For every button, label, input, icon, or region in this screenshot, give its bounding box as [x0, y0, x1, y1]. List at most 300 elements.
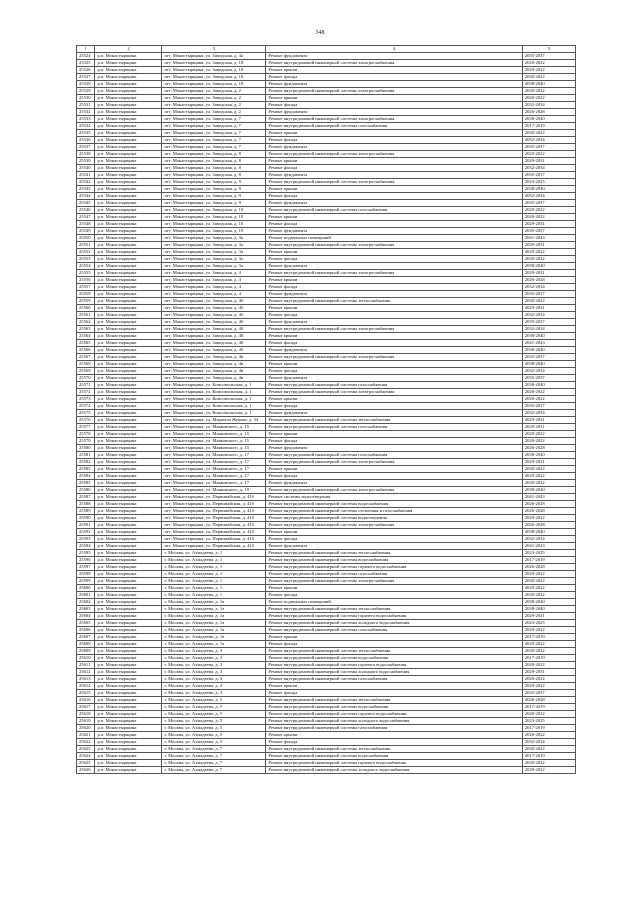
table-row	[77, 753, 576, 760]
address-cell: пгт. Монастырщина, ул. Заводская, д. 18	[162, 67, 266, 74]
row-number-cell: 25568	[77, 361, 95, 368]
address-cell: г. Москва, ул. Ахмадеева, д. 1	[162, 564, 266, 571]
locality-cell: р.п. Монастырщина	[95, 662, 162, 669]
locality-cell: р.п. Монастырщина	[95, 431, 162, 438]
locality-cell: р.п. Монастырщина	[95, 144, 162, 151]
address-cell: г. Москва, ул. Ахмадеева, д. 1а	[162, 620, 266, 627]
row-number-cell: 25542	[77, 179, 95, 186]
table-row	[77, 634, 576, 641]
period-cell: 2035-2037	[522, 53, 575, 60]
locality-cell: р.п. Монастырщина	[95, 697, 162, 704]
locality-cell: р.п. Монастырщина	[95, 599, 162, 606]
table-row	[77, 326, 576, 333]
locality-cell: р.п. Монастырщина	[95, 522, 162, 529]
locality-cell: р.п. Монастырщина	[95, 81, 162, 88]
period-cell: 2029-2031	[522, 158, 575, 165]
locality-cell: р.п. Монастырщина	[95, 340, 162, 347]
row-number-cell: 25543	[77, 186, 95, 193]
work-type-cell: Ремонт фундамента	[266, 263, 522, 270]
period-cell: 2035-2037	[522, 375, 575, 382]
locality-cell: р.п. Монастырщина	[95, 207, 162, 214]
table-row	[77, 536, 576, 543]
locality-cell: р.п. Монастырщина	[95, 361, 162, 368]
table-row	[77, 347, 576, 354]
locality-cell: р.п. Монастырщина	[95, 760, 162, 767]
work-type-cell: Ремонт фундамента	[266, 228, 522, 235]
row-number-cell: 25621	[77, 732, 95, 739]
table-row	[77, 487, 576, 494]
table-row	[77, 494, 576, 501]
table-row	[77, 354, 576, 361]
work-type-cell: Ремонт фасада	[266, 403, 522, 410]
period-cell: 2020-2022	[522, 88, 575, 95]
address-cell: пгт. Монастырщина, ул. Заводская, д. 3а	[162, 235, 266, 242]
address-cell: пгт. Монастырщина, ул. Заводская, д. 4	[162, 277, 266, 284]
address-cell: пгт. Монастырщина, ул. Комсомольская, д. 1	[162, 382, 266, 389]
row-number-cell: 25597	[77, 564, 95, 571]
period-cell: 2038-2040	[522, 599, 575, 606]
period-cell: 2041-2043	[522, 340, 575, 347]
locality-cell: р.п. Монастырщина	[95, 655, 162, 662]
locality-cell: р.п. Монастырщина	[95, 648, 162, 655]
period-cell: 2020-2022	[522, 389, 575, 396]
table-row	[77, 235, 576, 242]
row-number-cell: 25586	[77, 487, 95, 494]
table-row	[77, 627, 576, 634]
work-type-cell: Ремонт фундамента	[266, 172, 522, 179]
work-type-cell: Ремонт внутридомовой инженерной системы газоснабжения	[266, 676, 522, 683]
address-cell: г. Москва, ул. Ахмадеева, д. 7	[162, 753, 266, 760]
work-type-cell: Ремонт крыши	[266, 396, 522, 403]
row-number-cell: 25561	[77, 312, 95, 319]
locality-cell: р.п. Монастырщина	[95, 718, 162, 725]
work-type-cell: Ремонт внутридомовой инженерной системы горячего водоснабжения	[266, 613, 522, 620]
row-number-cell: 25531	[77, 102, 95, 109]
row-number-cell: 25554	[77, 263, 95, 270]
table-row	[77, 368, 576, 375]
row-number-cell: 25598	[77, 571, 95, 578]
table-row	[77, 501, 576, 508]
row-number-cell: 25541	[77, 172, 95, 179]
locality-cell: р.п. Монастырщина	[95, 459, 162, 466]
address-cell: пгт. Монастырщина, ул. Комсомольская, д. 1	[162, 410, 266, 417]
work-type-cell: Ремонт внутридомовой инженерной системы электроснабжения	[266, 179, 522, 186]
row-number-cell: 25575	[77, 410, 95, 417]
period-cell: 2026-2028	[522, 501, 575, 508]
period-cell: 2020-2022	[522, 732, 575, 739]
address-cell: г. Москва, ул. Ахмадеева, д. 7	[162, 767, 266, 774]
address-cell: г. Москва, ул. Ахмадеева, д. 1а	[162, 634, 266, 641]
period-cell: 2023-2025	[522, 550, 575, 557]
table-row	[77, 249, 576, 256]
locality-cell: р.п. Монастырщина	[95, 571, 162, 578]
period-cell: 2038-2040	[522, 606, 575, 613]
period-cell: 2026-2028	[522, 522, 575, 529]
table-row	[77, 109, 576, 116]
work-type-cell: Ремонт подвальных помещений	[266, 599, 522, 606]
work-type-cell: Ремонт крыши	[266, 214, 522, 221]
column-header: 4	[266, 46, 522, 53]
locality-cell: р.п. Монастырщина	[95, 172, 162, 179]
column-header: 2	[95, 46, 162, 53]
work-type-cell: Ремонт внутридомовой инженерной системы горячего водоснабжения	[266, 760, 522, 767]
address-cell: пгт. Монастырщина, ул. Заводская, д. 10	[162, 221, 266, 228]
table-row	[77, 557, 576, 564]
address-cell: г. Москва, ул. Ахмадеева, д. 5	[162, 711, 266, 718]
row-number-cell: 25545	[77, 200, 95, 207]
locality-cell: р.п. Монастырщина	[95, 487, 162, 494]
locality-cell: р.п. Монастырщина	[95, 158, 162, 165]
address-cell: пгт. Монастырщина, ул. Заводская, д. 8	[162, 172, 266, 179]
address-cell: пгт. Монастырщина, ул. Заводская, д. 9	[162, 179, 266, 186]
table-row	[77, 529, 576, 536]
table-row	[77, 389, 576, 396]
row-number-cell: 25606	[77, 627, 95, 634]
period-cell: 2038-2040	[522, 361, 575, 368]
table-row	[77, 319, 576, 326]
work-type-cell: Ремонт внутридомовой инженерной системы водоснабжения	[266, 704, 522, 711]
address-cell: пгт. Монастырщина, ул. Маяковского, д. 15	[162, 445, 266, 452]
work-type-cell: Ремонт внутридомовой инженерной системы электроснабжения	[266, 242, 522, 249]
table-row	[77, 291, 576, 298]
table-row	[77, 585, 576, 592]
row-number-cell: 25619	[77, 718, 95, 725]
work-type-cell: Ремонт крыши	[266, 683, 522, 690]
row-number-cell: 25593	[77, 536, 95, 543]
address-cell: пгт. Монастырщина, ул. Первомайская, д. 41б	[162, 522, 266, 529]
row-number-cell: 25527	[77, 74, 95, 81]
row-number-cell: 25600	[77, 585, 95, 592]
locality-cell: р.п. Монастырщина	[95, 193, 162, 200]
table-row	[77, 382, 576, 389]
locality-cell: р.п. Монастырщина	[95, 116, 162, 123]
row-number-cell: 25556	[77, 277, 95, 284]
work-type-cell: Ремонт внутридомовой инженерной системы холодного водоснабжения	[266, 767, 522, 774]
locality-cell: р.п. Монастырщина	[95, 466, 162, 473]
period-cell: 2020-2022	[522, 60, 575, 67]
period-cell: 2020-2022	[522, 683, 575, 690]
period-cell: 2020-2022	[522, 74, 575, 81]
row-number-cell: 25610	[77, 655, 95, 662]
locality-cell: р.п. Монастырщина	[95, 382, 162, 389]
table-row	[77, 697, 576, 704]
table-row	[77, 284, 576, 291]
period-cell: 2032-2034	[522, 739, 575, 746]
locality-cell: р.п. Монастырщина	[95, 235, 162, 242]
row-number-cell: 25533	[77, 116, 95, 123]
table-row	[77, 767, 576, 774]
work-type-cell: Ремонт внутридомовой инженерной системы электроснабжения	[266, 389, 522, 396]
work-type-cell: Ремонт внутридомовой инженерной системы теплоснабжения	[266, 606, 522, 613]
locality-cell: р.п. Монастырщина	[95, 536, 162, 543]
work-type-cell: Ремонт внутридомовой инженерной системы водоснабжения	[266, 655, 522, 662]
table-row	[77, 711, 576, 718]
locality-cell: р.п. Монастырщина	[95, 564, 162, 571]
row-number-cell: 25577	[77, 424, 95, 431]
address-cell: г. Москва, ул. Ахмадеева, д. 1а	[162, 641, 266, 648]
period-cell: 2038-2040	[522, 333, 575, 340]
address-cell: пгт. Монастырщина, ул. Заводская, д. 4в	[162, 368, 266, 375]
address-cell: г. Москва, ул. Ахмадеева, д. 5	[162, 718, 266, 725]
table-row	[77, 193, 576, 200]
period-cell: 2035-2037	[522, 403, 575, 410]
work-type-cell: Ремонт подвальных помещений	[266, 235, 522, 242]
work-type-cell: Ремонт внутридомовой инженерной системы электроснабжения	[266, 459, 522, 466]
table-row	[77, 508, 576, 515]
work-type-cell: Ремонт крыши	[266, 186, 522, 193]
period-cell: 2032-2034	[522, 284, 575, 291]
row-number-cell: 25617	[77, 704, 95, 711]
period-cell: 2035-2037	[522, 690, 575, 697]
row-number-cell: 25614	[77, 683, 95, 690]
locality-cell: р.п. Монастырщина	[95, 683, 162, 690]
locality-cell: р.п. Монастырщина	[95, 67, 162, 74]
row-number-cell: 25537	[77, 144, 95, 151]
locality-cell: р.п. Монастырщина	[95, 725, 162, 732]
period-cell: 2038-2040	[522, 529, 575, 536]
work-type-cell: Ремонт внутридомовой инженерной системы газоснабжения	[266, 123, 522, 130]
work-type-cell: Ремонт внутридомовой инженерной системы горячего водоснабжения	[266, 564, 522, 571]
locality-cell: р.п. Монастырщина	[95, 123, 162, 130]
locality-cell: р.п. Монастырщина	[95, 354, 162, 361]
period-cell: 2020-2022	[522, 515, 575, 522]
locality-cell: р.п. Монастырщина	[95, 333, 162, 340]
locality-cell: р.п. Монастырщина	[95, 452, 162, 459]
row-number-cell: 25578	[77, 431, 95, 438]
locality-cell: р.п. Монастырщина	[95, 410, 162, 417]
period-cell: 2035-2037	[522, 144, 575, 151]
work-type-cell: Ремонт внутридомовой инженерной системы электроснабжения	[266, 354, 522, 361]
period-cell: 2023-2025	[522, 718, 575, 725]
table-row	[77, 620, 576, 627]
work-type-cell: Ремонт фундамента	[266, 319, 522, 326]
table-row	[77, 592, 576, 599]
address-cell: пгт. Монастырщина, ул. Первомайская, д. 41б	[162, 543, 266, 550]
period-cell: 2017-2019	[522, 725, 575, 732]
address-cell: пгт. Монастырщина, ул. Заводская, д. 3а	[162, 242, 266, 249]
locality-cell: р.п. Монастырщина	[95, 529, 162, 536]
address-cell: пгт. Монастырщина, ул. Маяковского, д. 17	[162, 466, 266, 473]
address-cell: г. Москва, ул. Ахмадеева, д. 3	[162, 648, 266, 655]
table-row	[77, 144, 576, 151]
table-row	[77, 102, 576, 109]
row-number-cell: 25588	[77, 501, 95, 508]
locality-cell: р.п. Монастырщина	[95, 739, 162, 746]
row-number-cell: 25587	[77, 494, 95, 501]
work-type-cell: Ремонт фасада	[266, 536, 522, 543]
period-cell: 2020-2022	[522, 676, 575, 683]
period-cell: 2038-2040	[522, 487, 575, 494]
address-cell: пгт. Монастырщина, ул. Первомайская, д. 41б	[162, 529, 266, 536]
period-cell: 2020-2022	[522, 256, 575, 263]
locality-cell: р.п. Монастырщина	[95, 179, 162, 186]
period-cell: 2020-2022	[522, 214, 575, 221]
period-cell: 2020-2022	[522, 396, 575, 403]
locality-cell: р.п. Монастырщина	[95, 200, 162, 207]
table-row	[77, 312, 576, 319]
table-row	[77, 151, 576, 158]
period-cell: 2020-2022	[522, 627, 575, 634]
locality-cell: р.п. Монастырщина	[95, 592, 162, 599]
address-cell: пгт. Монастырщина, ул. Комсомольская, д. 1	[162, 403, 266, 410]
table-row	[77, 571, 576, 578]
work-type-cell: Ремонт фундамента	[266, 81, 522, 88]
row-number-cell: 25557	[77, 284, 95, 291]
locality-cell: р.п. Монастырщина	[95, 305, 162, 312]
table-row	[77, 410, 576, 417]
period-cell: 2020-2022	[522, 431, 575, 438]
locality-cell: р.п. Монастырщина	[95, 641, 162, 648]
table-row	[77, 606, 576, 613]
address-cell: пгт. Монастырщина, ул. Маяковского, д. 17	[162, 473, 266, 480]
work-type-cell: Ремонт фундамента	[266, 200, 522, 207]
row-number-cell: 25555	[77, 270, 95, 277]
period-cell: 2032-2034	[522, 137, 575, 144]
table-row	[77, 648, 576, 655]
row-number-cell: 25536	[77, 137, 95, 144]
table-row	[77, 305, 576, 312]
address-cell: пгт. Монастырщина, ул. Заводская, д. 3а	[162, 249, 266, 256]
address-cell: пгт. Монастырщина, ул. Заводская, д. 2	[162, 102, 266, 109]
work-type-cell: Ремонт внутридомовой инженерной системы холодного водоснабжения	[266, 669, 522, 676]
row-number-cell: 25618	[77, 711, 95, 718]
locality-cell: р.п. Монастырщина	[95, 298, 162, 305]
locality-cell: р.п. Монастырщина	[95, 137, 162, 144]
period-cell: 2017-2019	[522, 634, 575, 641]
table-row	[77, 186, 576, 193]
table-row	[77, 242, 576, 249]
table-row	[77, 256, 576, 263]
work-type-cell: Ремонт фасада	[266, 739, 522, 746]
table-row	[77, 417, 576, 424]
locality-cell: р.п. Монастырщина	[95, 151, 162, 158]
work-type-cell: Ремонт фасада	[266, 641, 522, 648]
table-row	[77, 130, 576, 137]
row-number-cell: 25579	[77, 438, 95, 445]
table-row	[77, 515, 576, 522]
locality-cell: р.п. Монастырщина	[95, 389, 162, 396]
period-cell: 2035-2037	[522, 354, 575, 361]
locality-cell: р.п. Монастырщина	[95, 368, 162, 375]
locality-cell: р.п. Монастырщина	[95, 634, 162, 641]
table-row	[77, 60, 576, 67]
period-cell: 2032-2034	[522, 410, 575, 417]
locality-cell: р.п. Монастырщина	[95, 291, 162, 298]
locality-cell: р.п. Монастырщина	[95, 53, 162, 60]
address-cell: пгт. Монастырщина, ул. Заводская, д. 40	[162, 340, 266, 347]
work-type-cell: Ремонт крыши	[266, 431, 522, 438]
address-cell: г. Москва, ул. Ахмадеева, д. 3	[162, 676, 266, 683]
table-row	[77, 438, 576, 445]
work-type-cell: Ремонт внутридомовой инженерной системы теплоснабжения	[266, 550, 522, 557]
locality-cell: р.п. Монастырщина	[95, 578, 162, 585]
address-cell: пгт. Монастырщина, ул. Маяковского, д. 15	[162, 438, 266, 445]
locality-cell: р.п. Монастырщина	[95, 438, 162, 445]
row-number-cell: 25550	[77, 235, 95, 242]
address-cell: пгт. Монастырщина, ул. Заводская, д. 4	[162, 291, 266, 298]
row-number-cell: 25590	[77, 515, 95, 522]
locality-cell: р.п. Монастырщина	[95, 494, 162, 501]
table-row	[77, 361, 576, 368]
locality-cell: р.п. Монастырщина	[95, 375, 162, 382]
table-header-row	[77, 46, 576, 53]
locality-cell: р.п. Монастырщина	[95, 753, 162, 760]
table-row	[77, 655, 576, 662]
period-cell: 2041-2043	[522, 235, 575, 242]
period-cell: 2020-2022	[522, 466, 575, 473]
period-cell: 2020-2022	[522, 249, 575, 256]
address-cell: г. Москва, ул. Ахмадеева, д. 3	[162, 662, 266, 669]
work-type-cell: Ремонт внутридомовой инженерной системы теплоснабжения	[266, 298, 522, 305]
period-cell: 2026-2028	[522, 697, 575, 704]
row-number-cell: 25585	[77, 480, 95, 487]
row-number-cell: 25607	[77, 634, 95, 641]
locality-cell: р.п. Монастырщина	[95, 606, 162, 613]
locality-cell: р.п. Монастырщина	[95, 501, 162, 508]
address-cell: пгт. Монастырщина, ул. Заводская, д. 7	[162, 116, 266, 123]
address-cell: пгт. Монастырщина, ул. Заводская, д. 4в	[162, 361, 266, 368]
row-number-cell: 25604	[77, 613, 95, 620]
row-number-cell: 25626	[77, 767, 95, 774]
work-type-cell: Ремонт фундамента	[266, 291, 522, 298]
table-row	[77, 613, 576, 620]
period-cell: 2032-2034	[522, 326, 575, 333]
row-number-cell: 25594	[77, 543, 95, 550]
period-cell: 2038-2040	[522, 452, 575, 459]
locality-cell: р.п. Монастырщина	[95, 319, 162, 326]
address-cell: пгт. Монастырщина, ул. Заводская, д. 18	[162, 74, 266, 81]
table-row	[77, 200, 576, 207]
period-cell: 2020-2022	[522, 641, 575, 648]
work-type-cell: Ремонт внутридомовой инженерной системы газоснабжения	[266, 424, 522, 431]
period-cell: 2032-2034	[522, 165, 575, 172]
locality-cell: р.п. Монастырщина	[95, 249, 162, 256]
row-number-cell: 25576	[77, 417, 95, 424]
period-cell: 2029-2031	[522, 669, 575, 676]
table-row	[77, 298, 576, 305]
period-cell: 2032-2034	[522, 312, 575, 319]
row-number-cell: 25546	[77, 207, 95, 214]
table-row	[77, 739, 576, 746]
table-row	[77, 445, 576, 452]
period-cell: 2020-2022	[522, 760, 575, 767]
row-number-cell: 25549	[77, 228, 95, 235]
period-cell: 2032-2034	[522, 102, 575, 109]
period-cell: 2026-2028	[522, 277, 575, 284]
address-cell: пгт. Монастырщина, ул. Заводская, д. 40	[162, 326, 266, 333]
address-cell: г. Москва, ул. Ахмадеева, д. 1	[162, 571, 266, 578]
work-type-cell: Ремонт фасада	[266, 193, 522, 200]
period-cell: 2020-2022	[522, 151, 575, 158]
locality-cell: р.п. Монастырщина	[95, 403, 162, 410]
row-number-cell: 25532	[77, 109, 95, 116]
address-cell: пгт. Монастырщина, ул. Заводская, д. 40	[162, 347, 266, 354]
locality-cell: р.п. Монастырщина	[95, 627, 162, 634]
address-cell: пгт. Монастырщина, ул. Заводская, д. 4в	[162, 354, 266, 361]
row-number-cell: 25551	[77, 242, 95, 249]
address-cell: пгт. Монастырщина, ул. Заводская, д. 8	[162, 158, 266, 165]
row-number-cell: 25572	[77, 389, 95, 396]
work-type-cell: Ремонт фундамента	[266, 445, 522, 452]
period-cell: 2038-2040	[522, 186, 575, 193]
work-type-cell: Ремонт фундамента	[266, 109, 522, 116]
locality-cell: р.п. Монастырщина	[95, 165, 162, 172]
row-number-cell: 25584	[77, 473, 95, 480]
address-cell: пгт. Монастырщина, ул. Заводская, д. 4б	[162, 312, 266, 319]
period-cell: 2023-2025	[522, 620, 575, 627]
period-cell: 2020-2022	[522, 207, 575, 214]
work-type-cell: Ремонт фасада	[266, 165, 522, 172]
